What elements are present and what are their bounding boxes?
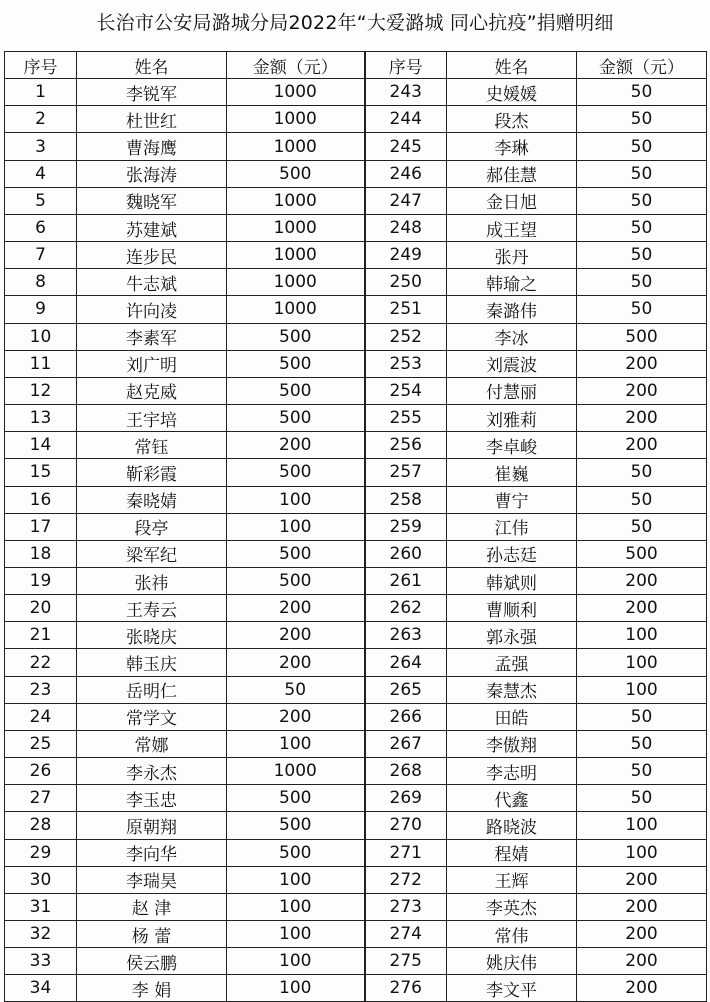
cell-seq-right: 247 [365,187,447,214]
cell-name-right: 李志明 [447,758,577,785]
cell-name-left: 张晓庆 [77,622,227,649]
cell-seq-left: 29 [5,839,77,866]
cell-name-right: 代鑫 [447,785,577,812]
cell-amount-left: 500 [227,839,365,866]
cell-name-right: 曹宁 [447,486,577,513]
cell-seq-right: 251 [365,296,447,323]
cell-seq-left: 31 [5,893,77,920]
cell-seq-left: 25 [5,730,77,757]
cell-name-right: 史媛媛 [447,79,577,106]
cell-name-left: 原朝翔 [77,812,227,839]
cell-amount-right: 200 [577,377,707,404]
table-row [5,975,707,1002]
table-row [5,160,707,187]
cell-name-left: 王寿云 [77,595,227,622]
cell-name-left: 常娜 [77,730,227,757]
cell-name-left: 梁军纪 [77,540,227,567]
cell-amount-right: 50 [577,486,707,513]
cell-seq-right: 255 [365,405,447,432]
cell-seq-left: 20 [5,595,77,622]
cell-name-right: 王辉 [447,866,577,893]
table-row [5,432,707,459]
cell-amount-right: 50 [577,513,707,540]
cell-amount-left: 500 [227,323,365,350]
table-row [5,133,707,160]
cell-seq-left: 5 [5,187,77,214]
cell-seq-left: 15 [5,459,77,486]
cell-amount-left: 1000 [227,79,365,106]
cell-amount-right: 50 [577,269,707,296]
cell-seq-left: 34 [5,975,77,1002]
cell-amount-left: 200 [227,595,365,622]
cell-name-right: 李卓峻 [447,432,577,459]
cell-amount-left: 100 [227,513,365,540]
cell-amount-right: 50 [577,758,707,785]
cell-amount-right: 200 [577,921,707,948]
cell-amount-right: 200 [577,405,707,432]
cell-name-right: 刘雅莉 [447,405,577,432]
cell-seq-left: 26 [5,758,77,785]
cell-amount-right: 50 [577,459,707,486]
cell-seq-right: 243 [365,79,447,106]
cell-seq-left: 19 [5,567,77,594]
cell-seq-left: 16 [5,486,77,513]
cell-seq-left: 32 [5,921,77,948]
table-row [5,758,707,785]
cell-amount-right: 200 [577,595,707,622]
cell-seq-left: 10 [5,323,77,350]
cell-seq-right: 264 [365,649,447,676]
header-amount-right: 金额（元） [577,52,707,79]
cell-amount-left: 200 [227,703,365,730]
cell-amount-left: 500 [227,405,365,432]
cell-seq-left: 2 [5,106,77,133]
cell-amount-left: 500 [227,540,365,567]
cell-name-left: 李向华 [77,839,227,866]
cell-name-left: 许向凌 [77,296,227,323]
cell-amount-right: 500 [577,323,707,350]
cell-name-right: 常伟 [447,921,577,948]
cell-name-left: 常学文 [77,703,227,730]
cell-name-left: 杨 蕾 [77,921,227,948]
cell-amount-left: 500 [227,160,365,187]
table-row [5,839,707,866]
cell-seq-right: 261 [365,567,447,594]
table-row [5,785,707,812]
cell-amount-right: 50 [577,242,707,269]
cell-amount-left: 100 [227,975,365,1002]
cell-name-left: 魏晓军 [77,187,227,214]
cell-amount-left: 500 [227,459,365,486]
cell-amount-right: 100 [577,649,707,676]
cell-amount-left: 500 [227,812,365,839]
cell-name-right: 孙志廷 [447,540,577,567]
cell-name-left: 牛志斌 [77,269,227,296]
table-row [5,622,707,649]
cell-amount-left: 100 [227,866,365,893]
cell-seq-right: 275 [365,948,447,975]
table-row [5,921,707,948]
cell-amount-left: 1000 [227,269,365,296]
cell-name-right: 段杰 [447,106,577,133]
cell-seq-right: 272 [365,866,447,893]
cell-name-left: 曹海鹰 [77,133,227,160]
cell-name-left: 李锐军 [77,79,227,106]
cell-amount-right: 200 [577,866,707,893]
cell-amount-left: 1000 [227,133,365,160]
cell-seq-left: 7 [5,242,77,269]
cell-seq-right: 253 [365,350,447,377]
cell-name-left: 李 娟 [77,975,227,1002]
cell-seq-right: 267 [365,730,447,757]
cell-seq-left: 12 [5,377,77,404]
cell-amount-left: 100 [227,921,365,948]
table-row [5,812,707,839]
cell-name-right: 成王望 [447,214,577,241]
cell-amount-left: 1000 [227,242,365,269]
cell-amount-left: 200 [227,649,365,676]
cell-amount-left: 100 [227,893,365,920]
cell-seq-left: 17 [5,513,77,540]
table-row [5,106,707,133]
cell-name-right: 郭永强 [447,622,577,649]
cell-name-left: 秦晓婧 [77,486,227,513]
cell-name-right: 秦潞伟 [447,296,577,323]
cell-amount-right: 50 [577,160,707,187]
cell-amount-left: 500 [227,785,365,812]
cell-seq-left: 24 [5,703,77,730]
cell-seq-left: 27 [5,785,77,812]
cell-name-right: 崔巍 [447,459,577,486]
cell-name-right: 姚庆伟 [447,948,577,975]
table-row [5,296,707,323]
cell-name-left: 李玉忠 [77,785,227,812]
cell-seq-left: 28 [5,812,77,839]
table-row [5,323,707,350]
table-row [5,649,707,676]
cell-amount-left: 1000 [227,758,365,785]
cell-amount-left: 1000 [227,106,365,133]
cell-name-left: 靳彩霞 [77,459,227,486]
table-row [5,866,707,893]
cell-seq-right: 262 [365,595,447,622]
cell-name-right: 李英杰 [447,893,577,920]
cell-amount-right: 500 [577,540,707,567]
table-row [5,79,707,106]
cell-amount-right: 50 [577,703,707,730]
header-amount-left: 金额（元） [227,52,365,79]
cell-seq-left: 23 [5,676,77,703]
cell-name-left: 李瑞昊 [77,866,227,893]
cell-name-right: 李文平 [447,975,577,1002]
table-row [5,567,707,594]
header-name-left: 姓名 [77,52,227,79]
table-body [5,79,707,1002]
cell-seq-right: 258 [365,486,447,513]
cell-name-right: 路晓波 [447,812,577,839]
cell-name-right: 李冰 [447,323,577,350]
cell-seq-right: 273 [365,893,447,920]
table-row [5,486,707,513]
table-row [5,513,707,540]
table-row [5,893,707,920]
table-row [5,459,707,486]
cell-name-left: 苏建斌 [77,214,227,241]
cell-name-right: 田皓 [447,703,577,730]
table-header-row [5,52,707,79]
cell-name-right: 江伟 [447,513,577,540]
table-row [5,242,707,269]
cell-amount-right: 50 [577,106,707,133]
cell-seq-left: 13 [5,405,77,432]
cell-name-right: 付慧丽 [447,377,577,404]
cell-amount-right: 200 [577,567,707,594]
cell-amount-right: 200 [577,948,707,975]
table-row [5,269,707,296]
cell-seq-right: 265 [365,676,447,703]
cell-seq-right: 263 [365,622,447,649]
cell-name-right: 金日旭 [447,187,577,214]
cell-amount-right: 100 [577,676,707,703]
cell-name-left: 杜世红 [77,106,227,133]
cell-amount-right: 50 [577,730,707,757]
cell-seq-left: 4 [5,160,77,187]
header-seq-left: 序号 [5,52,77,79]
cell-seq-right: 254 [365,377,447,404]
header-name-right: 姓名 [447,52,577,79]
cell-name-left: 张祎 [77,567,227,594]
cell-amount-right: 200 [577,893,707,920]
cell-name-left: 连步民 [77,242,227,269]
cell-seq-right: 269 [365,785,447,812]
cell-amount-left: 500 [227,377,365,404]
cell-amount-left: 1000 [227,214,365,241]
cell-seq-right: 250 [365,269,447,296]
cell-amount-left: 100 [227,948,365,975]
cell-seq-right: 252 [365,323,447,350]
cell-name-right: 韩瑜之 [447,269,577,296]
cell-name-left: 李永杰 [77,758,227,785]
cell-amount-right: 50 [577,187,707,214]
cell-amount-right: 50 [577,79,707,106]
table-row [5,405,707,432]
cell-seq-left: 30 [5,866,77,893]
table-row [5,676,707,703]
cell-seq-right: 246 [365,160,447,187]
donation-table [4,51,707,1002]
cell-name-right: 韩斌则 [447,567,577,594]
cell-seq-left: 21 [5,622,77,649]
cell-name-left: 赵 津 [77,893,227,920]
cell-amount-left: 100 [227,486,365,513]
cell-amount-left: 500 [227,567,365,594]
cell-amount-left: 200 [227,432,365,459]
cell-seq-left: 9 [5,296,77,323]
table-row [5,377,707,404]
cell-amount-right: 50 [577,214,707,241]
table-row [5,187,707,214]
cell-seq-right: 266 [365,703,447,730]
cell-amount-left: 500 [227,350,365,377]
cell-seq-left: 33 [5,948,77,975]
table-row [5,540,707,567]
cell-seq-left: 14 [5,432,77,459]
cell-seq-right: 270 [365,812,447,839]
cell-amount-left: 1000 [227,296,365,323]
cell-name-left: 赵克威 [77,377,227,404]
cell-seq-left: 3 [5,133,77,160]
cell-name-left: 李素军 [77,323,227,350]
cell-name-left: 刘广明 [77,350,227,377]
cell-name-right: 刘震波 [447,350,577,377]
cell-amount-left: 1000 [227,187,365,214]
cell-name-left: 常钰 [77,432,227,459]
cell-seq-right: 256 [365,432,447,459]
cell-amount-right: 200 [577,432,707,459]
cell-name-left: 张海涛 [77,160,227,187]
header-seq-right: 序号 [365,52,447,79]
table-row [5,214,707,241]
cell-amount-right: 50 [577,133,707,160]
cell-name-right: 郝佳慧 [447,160,577,187]
cell-seq-right: 245 [365,133,447,160]
cell-seq-left: 6 [5,214,77,241]
cell-name-left: 侯云鹏 [77,948,227,975]
cell-name-left: 段亭 [77,513,227,540]
cell-seq-left: 8 [5,269,77,296]
cell-seq-right: 244 [365,106,447,133]
cell-amount-right: 100 [577,812,707,839]
table-row [5,703,707,730]
cell-amount-left: 50 [227,676,365,703]
cell-name-right: 李傲翔 [447,730,577,757]
cell-seq-right: 257 [365,459,447,486]
cell-amount-right: 100 [577,839,707,866]
cell-seq-right: 248 [365,214,447,241]
cell-amount-right: 50 [577,785,707,812]
cell-amount-right: 200 [577,975,707,1002]
cell-name-right: 程婧 [447,839,577,866]
cell-seq-right: 274 [365,921,447,948]
cell-amount-left: 200 [227,622,365,649]
cell-name-left: 岳明仁 [77,676,227,703]
cell-name-right: 张丹 [447,242,577,269]
cell-amount-right: 100 [577,622,707,649]
table-row [5,595,707,622]
table-row [5,350,707,377]
cell-name-right: 李琳 [447,133,577,160]
cell-seq-right: 260 [365,540,447,567]
cell-name-right: 曹顺利 [447,595,577,622]
cell-seq-left: 11 [5,350,77,377]
cell-seq-left: 22 [5,649,77,676]
cell-name-right: 孟强 [447,649,577,676]
cell-seq-left: 1 [5,79,77,106]
cell-seq-right: 271 [365,839,447,866]
table-row [5,948,707,975]
cell-seq-right: 276 [365,975,447,1002]
document-title: 长治市公安局潞城分局2022年“大爱潞城 同心抗疫”捐赠明细 [96,12,614,34]
cell-seq-right: 259 [365,513,447,540]
table-row [5,730,707,757]
cell-amount-right: 50 [577,296,707,323]
cell-name-left: 王宇培 [77,405,227,432]
cell-name-left: 韩玉庆 [77,649,227,676]
cell-amount-left: 100 [227,730,365,757]
cell-name-right: 秦慧杰 [447,676,577,703]
cell-seq-left: 18 [5,540,77,567]
cell-seq-right: 249 [365,242,447,269]
cell-amount-right: 200 [577,350,707,377]
cell-seq-right: 268 [365,758,447,785]
